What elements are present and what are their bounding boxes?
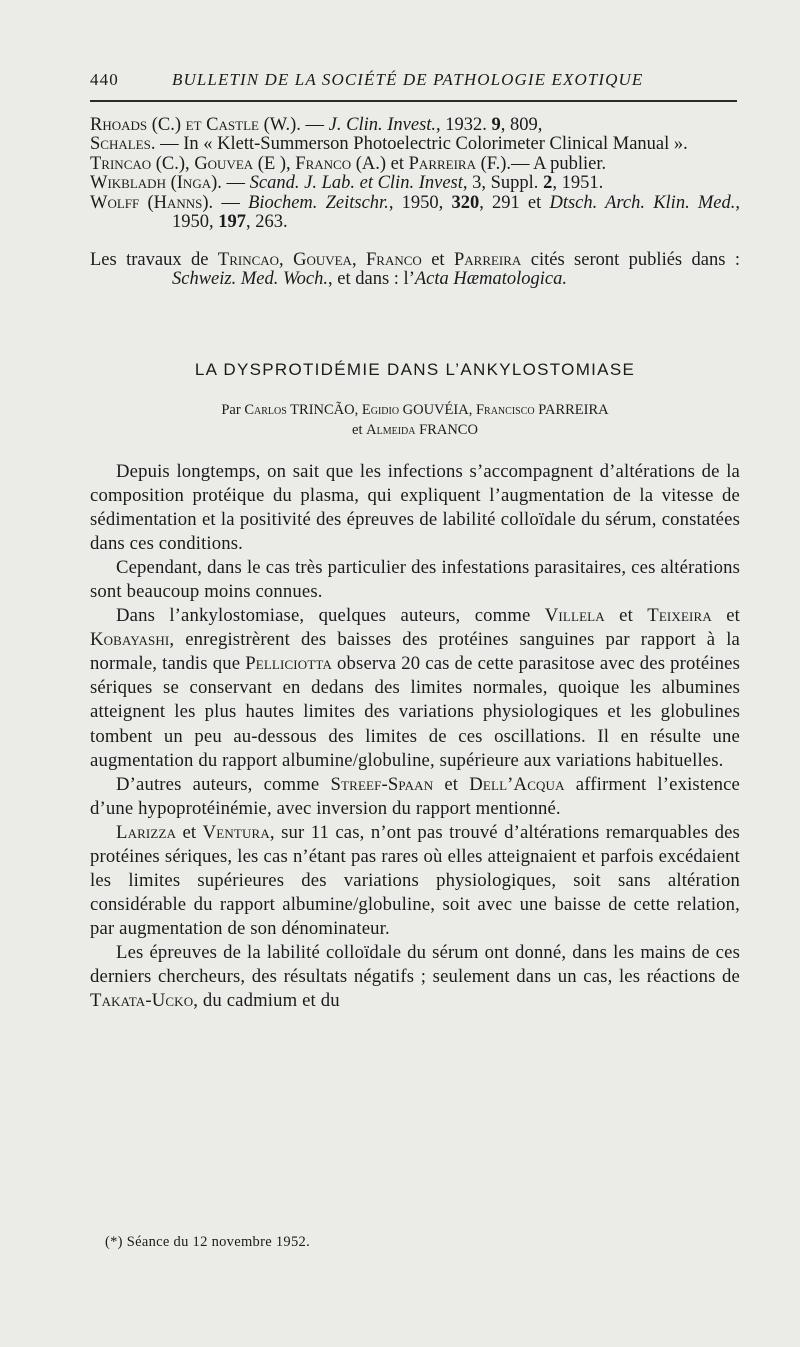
- paragraph: Les épreuves de la labilité colloïdale du sérum ont donné, dans les mains de ces derniers chercheurs, des résultats négatifs ; seulement dans un cas, les réactions de Takata-Ucko, du cadmium et du: [90, 941, 740, 1012]
- article-title: LA DYSPROTIDÉMIE DANS L’ANKYLOSTOMIASE: [194, 360, 636, 379]
- reference-item: Rhoads (C.) et Castle (W.). — J. Clin. Invest., 1932. 9, 809,: [90, 115, 543, 135]
- paragraph: Depuis longtemps, on sait que les infections s’accompagnent d’altérations de la composition protéique du plasma, qui expliquent l’augmentation de la vitesse de sédimentation et la positivité des épreuves de labilité colloïdale du sérum, constatées dans ces conditions.: [90, 461, 740, 555]
- author-byline: [90, 400, 740, 440]
- article-body: [90, 460, 740, 1013]
- page-number: 440: [90, 70, 119, 89]
- footnote: (*) Séance du 12 novembre 1952.: [105, 1234, 310, 1250]
- byline-line-2: et Almeida FRANCO: [352, 422, 478, 438]
- reference-item: Schales. — In « Klett-Summerson Photoelectric Colorimeter Clinical Manual ».: [90, 134, 688, 155]
- header-rule: [90, 100, 737, 102]
- reference-item: Wolff (Hanns). — Biochem. Zeitschr., 1950, 320, 291 et Dtsch. Arch. Klin. Med., 1950, 197, 263.: [90, 192, 741, 233]
- byline-line-1: Par Carlos TRINCÃO, Egidio GOUVÉIA, Francisco PARREIRA: [221, 402, 609, 418]
- paragraph: Cependant, dans le cas très particulier des infestations parasitaires, ces altérations sont beaucoup moins connues.: [90, 557, 740, 603]
- reference-list: [90, 116, 740, 308]
- reference-note: Les travaux de Trincao, Gouvea, Franco et Parreira cités seront publiés dans : Schweiz. Med. Woch., et dans : l’Acta Hæmatologica.: [90, 249, 741, 290]
- paragraph: D’autres auteurs, comme Streef-Spaan et Dell’Acqua affirment l’existence d’une hypoprotéinémie, avec inversion du rapport mentionné.: [90, 773, 740, 819]
- paragraph: Larizza et Ventura, sur 11 cas, n’ont pas trouvé d’altérations remarquables des protéines sériques, les cas n’étant pas rares où elles atteignaient et parfois excédaient les limites supérieures des variations physiologiques, soit sans altération considérable du rapport albumine/globuline, soit avec une baisse de cette relation, par augmentation de son dénominateur.: [90, 821, 740, 939]
- reference-item: Trincao (C.), Gouvea (E ), Franco (A.) et Parreira (F.).— A publier.: [90, 153, 607, 174]
- reference-item: Wikbladh (Inga). — Scand. J. Lab. et Clin. Invest, 3, Suppl. 2, 1951.: [90, 173, 604, 194]
- running-title: BULLETIN DE LA SOCIÉTÉ DE PATHOLOGIE EXOTIQUE: [172, 70, 644, 89]
- paragraph: Dans l’ankylostomiase, quelques auteurs, comme Villela et Teixeira et Kobayashi, enregistrèrent des baisses des protéines sanguines par rapport à la normale, tandis que Pelliciotta observa 20 cas de cette parasitose avec des protéines sériques se conservant en dedans des limites normales, quoique les albumines atteignent les plus hautes limites des variations physiologiques et les globulines tombent un peu au-dessous des limites de ces oscillations. Il en résulte une augmentation du rapport albumine/globuline, supérieure aux variations habituelles.: [90, 605, 740, 771]
- running-header: [90, 70, 740, 96]
